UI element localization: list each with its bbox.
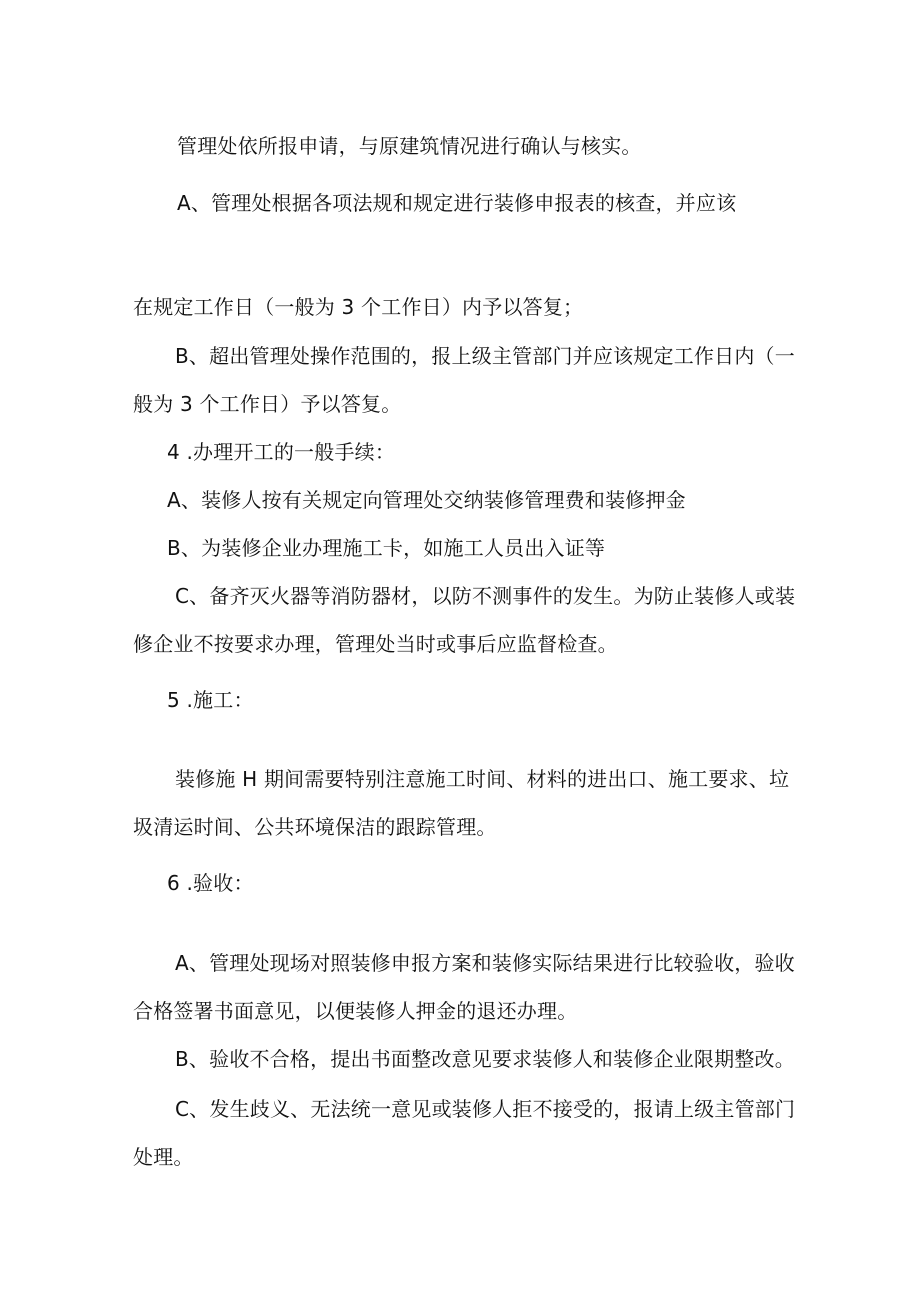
construction-paragraph-line-1: 装修施 H 期间需要特别注意施工时间、材料的进出口、施工要求、垃 xyxy=(175,767,790,791)
item-c-fire-line-2: 修企业不按要求办理，管理处当时或事后应监督检查。 xyxy=(133,632,618,656)
construction-paragraph-line-2: 圾清运时间、公共环境保洁的跟踪管理。 xyxy=(133,815,497,839)
item-b-rectify-line: B、验收不合格，提出书面整改意见要求装修人和装修企业限期整改。 xyxy=(175,1047,795,1071)
item-c-dispute-line-2: 处理。 xyxy=(133,1145,194,1169)
item-c-dispute-line-1: C、发生歧义、无法统一意见或装修人拒不接受的，报请上级主管部门 xyxy=(175,1097,796,1121)
paragraph-confirm-line: 管理处依所报申请，与原建筑情况进行确认与核实。 xyxy=(177,134,642,158)
item-b-scope-line-1: B、超出管理处操作范围的，报上级主管部门并应该规定工作日内（一 xyxy=(175,344,795,368)
section-4-heading: 4 .办理开工的一般手续： xyxy=(167,440,396,464)
item-a-review-line-1: A、管理处根据各项法规和规定进行装修申报表的核查，并应该 xyxy=(177,191,737,215)
section-6-heading: 6 .验收： xyxy=(167,871,254,895)
item-a-review-line-2: 在规定工作日（一般为 3 个工作日）内予以答复； xyxy=(133,295,584,319)
item-c-fire-line-1: C、备齐灭火器等消防器材，以防不测事件的发生。为防止装修人或装 xyxy=(175,584,796,608)
item-a-inspection-line-2: 合格签署书面意见，以便装修人押金的退还办理。 xyxy=(133,999,578,1023)
item-a-inspection-line-1: A、管理处现场对照装修申报方案和装修实际结果进行比较验收，验收 xyxy=(175,951,795,975)
item-b-permit-line: B、为装修企业办理施工卡，如施工人员出入证等 xyxy=(167,536,606,560)
section-5-heading: 5 .施工： xyxy=(167,688,254,712)
item-b-scope-line-2: 般为 3 个工作日）予以答复。 xyxy=(133,392,402,416)
item-a-fees-line: A、装修人按有关规定向管理处交纳装修管理费和装修押金 xyxy=(167,488,686,512)
